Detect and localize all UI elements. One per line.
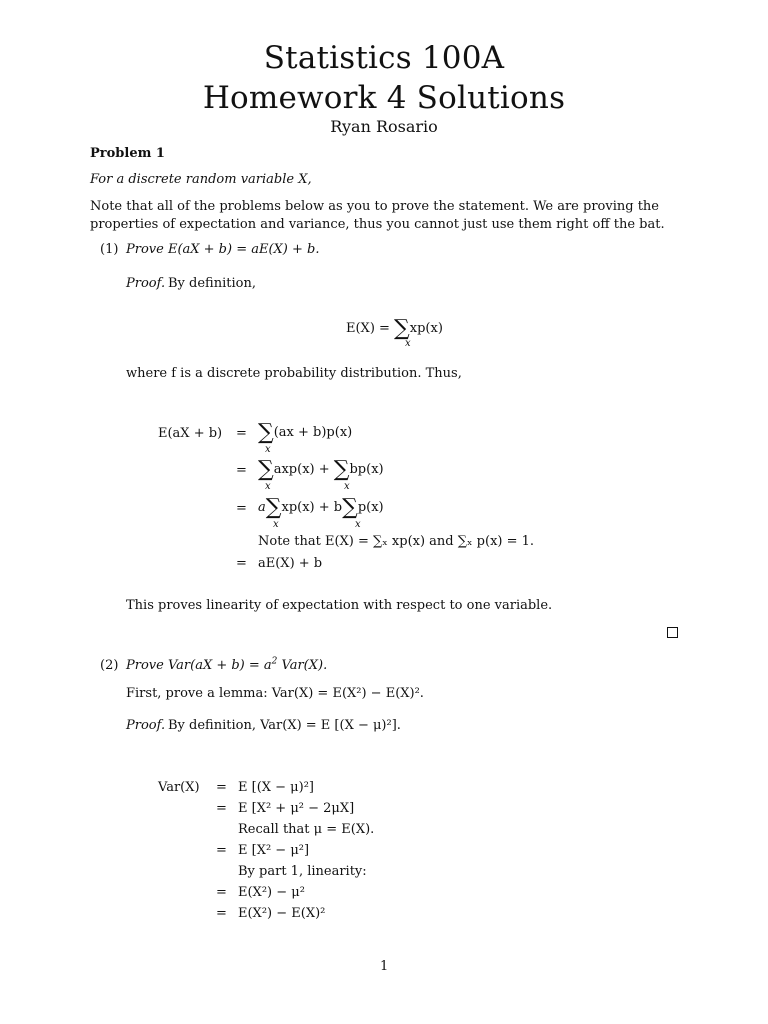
definition-equation	[346, 318, 443, 340]
problem-intro: For a discrete random variable X,	[90, 172, 312, 187]
eq-sign: =	[216, 801, 227, 816]
sum-symbol: ∑	[265, 495, 282, 520]
var-line-1: E [(X − μ)²]	[238, 780, 314, 795]
eq-sign: =	[236, 463, 247, 478]
part1-number: (1)	[100, 242, 119, 257]
document-subtitle: Homework 4 Solutions	[202, 80, 566, 116]
eq-sign: =	[236, 556, 247, 571]
sum-index: x	[405, 338, 411, 349]
var-line-6: E(X²) − μ²	[238, 885, 305, 900]
var-line-2: E [X² + μ² − 2μX]	[238, 801, 355, 816]
eq-sign: =	[236, 501, 247, 516]
part2-number: (2)	[100, 658, 119, 673]
page-number: 1	[380, 959, 389, 974]
var-line-3: Recall that μ = E(X).	[238, 822, 375, 837]
document-title: Statistics 100A	[263, 40, 505, 76]
part2-lemma: First, prove a lemma: Var(X) = E(X²) − E(X)².	[126, 686, 424, 701]
sum-symbol: ∑	[342, 495, 358, 520]
sum-symbol: ∑	[258, 457, 274, 482]
eq-sign: =	[216, 885, 227, 900]
sum-index: x	[344, 481, 350, 492]
part2-proof-label: Proof.	[126, 718, 166, 733]
qed-symbol	[667, 627, 678, 638]
part1-where-text: where f is a discrete probability distribution. Thus,	[126, 366, 462, 381]
sum-symbol: ∑	[333, 457, 350, 482]
eq-sign: =	[236, 426, 247, 441]
derivation-step-2: ∑axp(x) + ∑bp(x)	[258, 457, 384, 482]
part2-proof-text: By definition, Var(X) = E [(X − μ)²].	[168, 718, 401, 733]
sum-index: x	[265, 444, 271, 455]
derivation-step-3: a∑xp(x) + b∑p(x)	[258, 495, 384, 520]
derivation-step-4: aE(X) + b	[258, 556, 323, 571]
definition-lhs: E(X) =	[346, 321, 395, 336]
var-line-7: E(X²) − E(X)²	[238, 906, 326, 921]
sum-index: x	[273, 519, 279, 530]
sum-index: x	[265, 481, 271, 492]
problem-heading: Problem 1	[90, 146, 165, 161]
var-line-4: E [X² − μ²]	[238, 843, 310, 858]
eq-sign: =	[216, 780, 227, 795]
eq-sign: =	[216, 843, 227, 858]
sum-symbol: ∑	[394, 316, 410, 341]
part2-statement: Prove $Var(aX + b) = a^2$ Var(X).	[126, 656, 328, 673]
author-name: Ryan Rosario	[330, 117, 438, 136]
sum-symbol: ∑	[258, 420, 274, 445]
eq-sign: =	[216, 906, 227, 921]
var-lhs: Var(X)	[158, 780, 200, 795]
derivation-lhs: E(aX + b)	[158, 426, 223, 441]
derivation-step-1: ∑(ax + b)p(x)	[258, 420, 353, 445]
derivation-note: Note that E(X) = ∑ₓ xp(x) and ∑ₓ p(x) = 1.	[258, 534, 535, 549]
part1-statement: Prove E(aX + b) = aE(X) + b.	[126, 242, 320, 257]
part1-proof-label: Proof.	[126, 276, 166, 291]
part1-conclusion: This proves linearity of expectation with respect to one variable.	[126, 598, 553, 613]
definition-rhs: xp(x)	[409, 321, 443, 336]
part1-proof-text: By definition,	[168, 276, 256, 291]
sum-index: x	[355, 519, 361, 530]
problem-note: Note that all of the problems below as you to prove the statement. We are proving the properties of expectation and variance, thus you cannot just use them right off the bat.	[90, 199, 665, 232]
var-line-5: By part 1, linearity:	[238, 864, 367, 879]
